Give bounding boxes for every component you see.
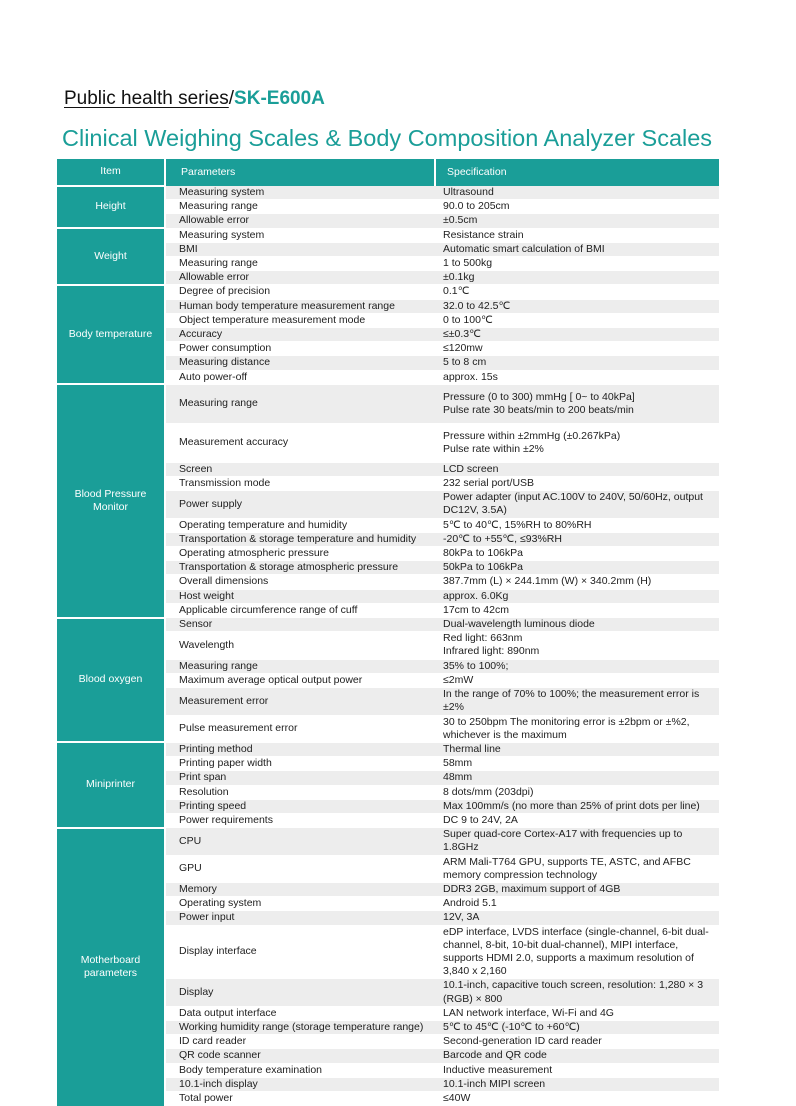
parameter-cell: Measurement error xyxy=(165,688,435,715)
parameter-cell: Maximum average optical output power xyxy=(165,673,435,687)
parameter-cell: Printing method xyxy=(165,742,435,756)
specification-cell: 10.1-inch, capacitive touch screen, resolution: 1,280 × 3 (RGB) × 800 xyxy=(435,979,719,1006)
parameter-cell: Display xyxy=(165,979,435,1006)
category-cell: Weight xyxy=(57,228,165,285)
specification-cell: -20℃ to +55℃, ≤93%RH xyxy=(435,532,719,546)
parameter-cell: Pulse measurement error xyxy=(165,715,435,742)
parameter-cell: Print span xyxy=(165,771,435,785)
specification-cell: 17cm to 42cm xyxy=(435,603,719,617)
parameter-cell: Operating temperature and humidity xyxy=(165,518,435,532)
specification-cell: 30 to 250bpm The monitoring error is ±2bpm or ±%2, whichever is the maximum xyxy=(435,715,719,742)
specification-cell: 48mm xyxy=(435,771,719,785)
category-cell: Blood Pressure Monitor xyxy=(57,384,165,617)
specification-cell: 8 dots/mm (203dpi) xyxy=(435,785,719,799)
table-row xyxy=(57,228,719,242)
category-cell: Body temperature xyxy=(57,285,165,384)
specification-cell: 80kPa to 106kPa xyxy=(435,547,719,561)
parameter-cell: Data output interface xyxy=(165,1006,435,1020)
specification-cell: 0.1℃ xyxy=(435,285,719,299)
specification-table-body xyxy=(57,186,719,1106)
specification-cell: ≤40W xyxy=(435,1091,719,1105)
series-separator: / xyxy=(228,88,235,109)
table-row xyxy=(57,828,719,855)
specification-cell: Power adapter (input AC.100V to 240V, 50/60Hz, output DC12V, 3.5A) xyxy=(435,491,719,518)
column-header-item: Item xyxy=(57,159,165,186)
specification-cell: DC 9 to 24V, 2A xyxy=(435,813,719,827)
parameter-cell: Printing speed xyxy=(165,799,435,813)
parameter-cell: Host weight xyxy=(165,589,435,603)
parameter-cell: Working humidity range (storage temperature range) xyxy=(165,1020,435,1034)
specification-cell: Super quad-core Cortex-A17 with frequencies up to 1.8GHz xyxy=(435,828,719,855)
table-row xyxy=(57,285,719,299)
parameter-cell: Screen xyxy=(165,462,435,476)
specification-cell: 32.0 to 42.5℃ xyxy=(435,299,719,313)
specification-cell: Max 100mm/s (no more than 25% of print dots per line) xyxy=(435,799,719,813)
specification-cell: LAN network interface, Wi-Fi and 4G xyxy=(435,1006,719,1020)
table-header-row xyxy=(57,159,719,186)
parameter-cell: Transmission mode xyxy=(165,477,435,491)
specification-cell: Red light: 663nm Infrared light: 890nm xyxy=(435,632,719,659)
specification-cell: Second-generation ID card reader xyxy=(435,1035,719,1049)
parameter-cell: Body temperature examination xyxy=(165,1063,435,1077)
parameter-cell: Overall dimensions xyxy=(165,575,435,589)
parameter-cell: Measuring range xyxy=(165,200,435,214)
specification-cell: 232 serial port/USB xyxy=(435,477,719,491)
parameter-cell: Resolution xyxy=(165,785,435,799)
specification-cell: 387.7mm (L) × 244.1mm (W) × 340.2mm (H) xyxy=(435,575,719,589)
parameter-cell: Object temperature measurement mode xyxy=(165,313,435,327)
category-cell: Motherboard parameters xyxy=(57,828,165,1106)
parameter-cell: Accuracy xyxy=(165,328,435,342)
specification-cell: Ultrasound xyxy=(435,186,719,200)
parameter-cell: GPU xyxy=(165,855,435,882)
specification-cell: 5℃ to 45℃ (-10℃ to +60℃) xyxy=(435,1020,719,1034)
specification-cell: 1 to 500kg xyxy=(435,257,719,271)
parameter-cell: Power requirements xyxy=(165,813,435,827)
table-row xyxy=(57,742,719,756)
specification-cell: ARM Mali-T764 GPU, supports TE, ASTC, and AFBC memory compression technology xyxy=(435,855,719,882)
specification-cell: Inductive measurement xyxy=(435,1063,719,1077)
column-header-parameters: Parameters xyxy=(165,159,435,186)
specification-cell: ≤±0.3℃ xyxy=(435,328,719,342)
parameter-cell: Operating system xyxy=(165,897,435,911)
parameter-cell: Total power xyxy=(165,1091,435,1105)
parameter-cell: Sensor xyxy=(165,618,435,632)
parameter-cell: QR code scanner xyxy=(165,1049,435,1063)
model-number: SK-E600A xyxy=(234,88,325,109)
parameter-cell: Measuring system xyxy=(165,228,435,242)
specification-cell: 10.1-inch MIPI screen xyxy=(435,1077,719,1091)
parameter-cell: Measuring distance xyxy=(165,356,435,370)
category-cell: Blood oxygen xyxy=(57,618,165,743)
specification-cell: Automatic smart calculation of BMI xyxy=(435,242,719,256)
parameter-cell: Measuring system xyxy=(165,186,435,200)
series-heading xyxy=(64,88,325,110)
column-header-specification: Specification xyxy=(435,159,719,186)
parameter-cell: Operating atmospheric pressure xyxy=(165,547,435,561)
parameter-cell: Wavelength xyxy=(165,632,435,659)
parameter-cell: Measurement accuracy xyxy=(165,423,435,462)
table-row xyxy=(57,186,719,200)
parameter-cell: 10.1-inch display xyxy=(165,1077,435,1091)
parameter-cell: Measuring range xyxy=(165,257,435,271)
specification-cell: ±0.5cm xyxy=(435,214,719,228)
parameter-cell: Degree of precision xyxy=(165,285,435,299)
table-row xyxy=(57,618,719,632)
specification-cell: DDR3 2GB, maximum support of 4GB xyxy=(435,882,719,896)
specification-cell: Resistance strain xyxy=(435,228,719,242)
category-cell: Miniprinter xyxy=(57,742,165,827)
specification-cell: ≤2mW xyxy=(435,673,719,687)
category-cell: Height xyxy=(57,186,165,228)
parameter-cell: CPU xyxy=(165,828,435,855)
parameter-cell: ID card reader xyxy=(165,1035,435,1049)
parameter-cell: Power input xyxy=(165,911,435,925)
specification-cell: Barcode and QR code xyxy=(435,1049,719,1063)
specification-cell: Pressure (0 to 300) mmHg [ 0~ to 40kPa] Pulse rate 30 beats/min to 200 beats/min xyxy=(435,384,719,423)
parameter-cell: Measuring range xyxy=(165,384,435,423)
document-title: Clinical Weighing Scales & Body Composition Analyzer Scales xyxy=(62,125,713,151)
parameter-cell: Power consumption xyxy=(165,342,435,356)
specification-cell: 5 to 8 cm xyxy=(435,356,719,370)
specification-cell: Thermal line xyxy=(435,742,719,756)
specification-cell: Dual-wavelength luminous diode xyxy=(435,618,719,632)
specification-cell: 0 to 100℃ xyxy=(435,313,719,327)
parameter-cell: BMI xyxy=(165,242,435,256)
parameter-cell: Human body temperature measurement range xyxy=(165,299,435,313)
parameter-cell: Measuring range xyxy=(165,659,435,673)
specification-cell: 90.0 to 205cm xyxy=(435,200,719,214)
parameter-cell: Power supply xyxy=(165,491,435,518)
specification-table xyxy=(57,159,719,1106)
parameter-cell: Auto power-off xyxy=(165,370,435,384)
parameter-cell: Printing paper width xyxy=(165,757,435,771)
parameter-cell: Applicable circumference range of cuff xyxy=(165,603,435,617)
specification-cell: approx. 15s xyxy=(435,370,719,384)
table-row xyxy=(57,384,719,423)
specification-cell: 50kPa to 106kPa xyxy=(435,561,719,575)
specification-cell: In the range of 70% to 100%; the measurement error is ±2% xyxy=(435,688,719,715)
specification-cell: 12V, 3A xyxy=(435,911,719,925)
specification-cell: Pressure within ±2mmHg (±0.267kPa) Pulse rate within ±2% xyxy=(435,423,719,462)
parameter-cell: Transportation & storage atmospheric pressure xyxy=(165,561,435,575)
parameter-cell: Memory xyxy=(165,882,435,896)
specification-cell: Android 5.1 xyxy=(435,897,719,911)
specification-cell: 58mm xyxy=(435,757,719,771)
specification-cell: ±0.1kg xyxy=(435,271,719,285)
parameter-cell: Transportation & storage temperature and humidity xyxy=(165,532,435,546)
parameter-cell: Display interface xyxy=(165,925,435,979)
specification-cell: LCD screen xyxy=(435,462,719,476)
specification-cell: ≤120mw xyxy=(435,342,719,356)
specification-cell: 35% to 100%; xyxy=(435,659,719,673)
specification-cell: eDP interface, LVDS interface (single-channel, 6-bit dual-channel, 8-bit, 10-bit dual-channel), MIPI interface, supports HDMI 2.0, supports a maximum resolution of 3,840 x 2,160 xyxy=(435,925,719,979)
specification-cell: 5℃ to 40℃, 15%RH to 80%RH xyxy=(435,518,719,532)
parameter-cell: Allowable error xyxy=(165,214,435,228)
parameter-cell: Allowable error xyxy=(165,271,435,285)
specification-cell: approx. 6.0Kg xyxy=(435,589,719,603)
series-name: Public health series xyxy=(64,88,229,109)
